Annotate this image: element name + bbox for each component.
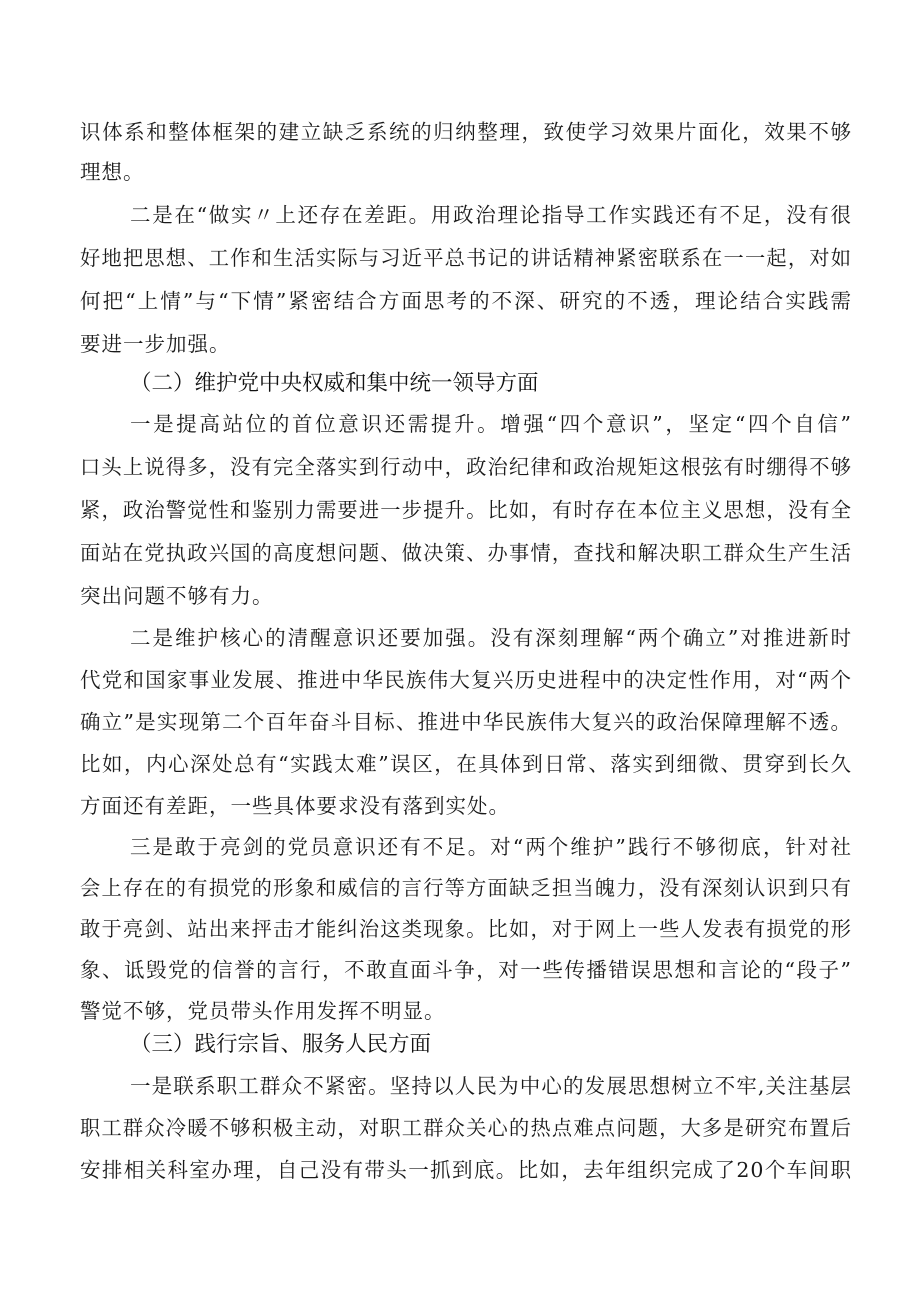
text-line: 二是在“做实〃上还存在差距。用政治理论指导工作实践还有不足，没有很	[130, 203, 852, 227]
text-line: 安排相关科室办理，自己没有带头一抓到底。比如，去年组织完成了20个车间职	[80, 1158, 852, 1182]
text-line: 口头上说得多，没有完全落实到行动中，政治纪律和政治规矩这根弦有时绷得不够	[80, 455, 852, 479]
text-line: 敢于亮剑、站出来抨击才能纠治这类现象。比如，对于网上一些人发表有损党的形	[80, 917, 852, 941]
text-line: 方面还有差距，一些具体要求没有落到实处。	[80, 794, 510, 818]
text-line: 比如，内心深处总有“实践太难”误区，在具体到日常、落实到细微、贯穿到长久	[80, 752, 852, 776]
text-line: 象、诋毁党的信誉的言行，不敢直面斗争，对一些传播错误思想和言论的“段子”	[80, 958, 852, 982]
text-line: 识体系和整体框架的建立缺乏系统的归纳整理，致使学习效果片面化，效果不够	[80, 120, 852, 144]
text-line: 代党和国家事业发展、推进中华民族伟大复兴历史进程中的决定性作用，对“两个	[80, 668, 852, 692]
text-line: 好地把思想、工作和生活实际与习近平总书记的讲话精神紧密联系在一一起，对如	[80, 246, 852, 270]
text-line: 理想。	[80, 160, 145, 184]
text-line: 警觉不够，党员带头作用发挥不明显。	[80, 999, 446, 1023]
text-line: 二是维护核心的清醒意识还要加强。没有深刻理解“两个确立”对推进新时	[130, 626, 852, 650]
text-line: 职工群众冷暖不够积极主动，对职工群众关心的热点难点问题，大多是研究布置后	[80, 1116, 852, 1140]
text-line: 突出问题不够有力。	[80, 584, 274, 608]
text-line: 确立”是实现第二个百年奋斗目标、推进中华民族伟大复兴的政治保障理解不透。	[80, 710, 852, 734]
text-line: 面站在党执政兴国的高度想问题、做决策、办事情，查找和解决职工群众生产生活	[80, 541, 852, 565]
text-line: 会上存在的有损党的形象和威信的言行等方面缺乏担当魄力，没有深刻认识到只有	[80, 876, 852, 900]
section-heading-3: （三）践行宗旨、服务人民方面	[130, 1032, 432, 1057]
text-line: 一是联系职工群众不紧密。坚持以人民为中心的发展思想树立不牢,关注基层	[130, 1074, 852, 1098]
section-heading-2: （二）维护党中央权威和集中统一领导方面	[130, 371, 539, 396]
text-line: 一是提高站位的首位意识还需提升。增强“四个意识”，坚定“四个自信”	[130, 412, 852, 436]
text-line: 三是敢于亮剑的党员意识还有不足。对“两个维护”践行不够彻底，针对社	[130, 835, 852, 859]
text-line: 何把“上情”与“下情”紧密结合方面思考的不深、研究的不透，理论结合实践需	[80, 289, 852, 313]
text-line: 要进一步加强。	[80, 332, 231, 356]
text-line: 紧，政治警觉性和鉴别力需要进一步提升。比如，有时存在本位主义思想，没有全	[80, 498, 852, 522]
